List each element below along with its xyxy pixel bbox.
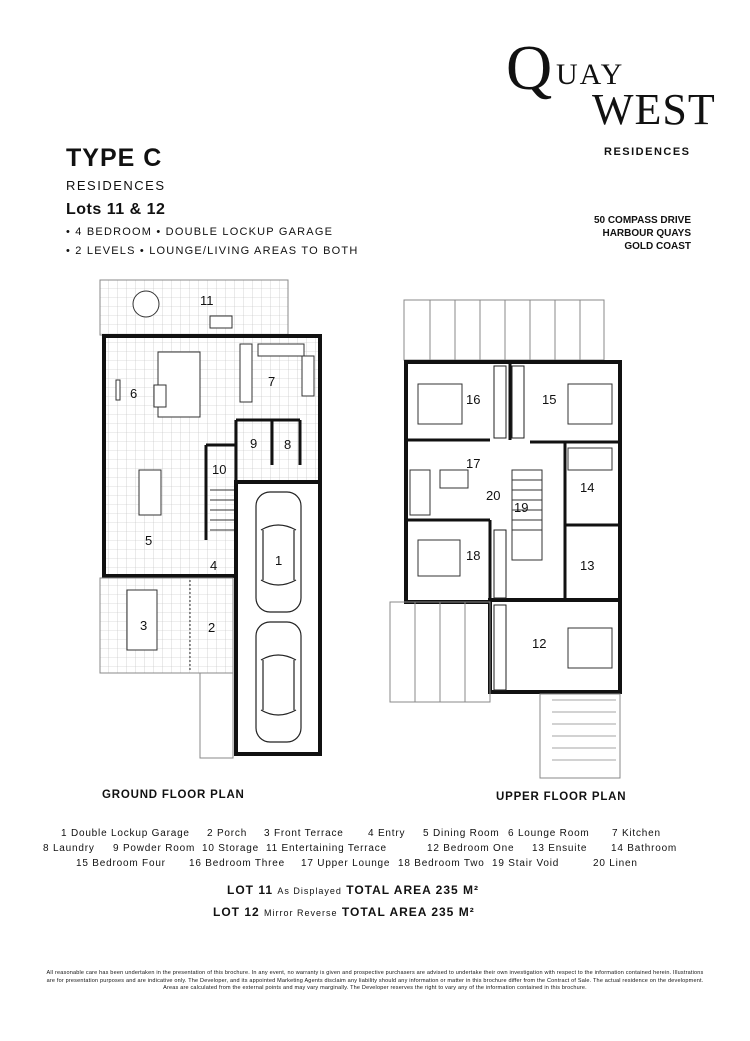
room-label-garage: 1 — [275, 553, 283, 568]
address-line-2: HARBOUR QUAYS — [602, 228, 691, 239]
room-label-stair-void: 19 — [514, 500, 529, 515]
room-label-powder: 9 — [250, 436, 258, 451]
legend-item: 20 Linen — [593, 858, 638, 869]
room-label-porch: 2 — [208, 620, 216, 635]
legend-item: 15 Bedroom Four — [76, 858, 166, 869]
room-label-terrace: 11 — [200, 293, 214, 308]
legend-item: 6 Lounge Room — [508, 828, 590, 839]
room-label-upper-lounge: 17 — [466, 456, 481, 471]
room-label-linen: 20 — [486, 488, 501, 503]
room-label-bedroom-one: 12 — [532, 636, 547, 651]
lot-12-total — [213, 905, 475, 919]
lot-11-total — [227, 883, 479, 897]
upper-floor-title: UPPER FLOOR PLAN — [496, 791, 627, 803]
room-label-laundry: 8 — [284, 437, 292, 452]
features-line-1: • 4 BEDROOM • DOUBLE LOCKUP GARAGE — [66, 226, 334, 238]
address-line-3: GOLD COAST — [624, 241, 691, 252]
address — [594, 214, 691, 253]
room-label-dining: 5 — [145, 533, 153, 548]
legend-item: 9 Powder Room — [113, 843, 196, 854]
logo-west: WEST — [592, 85, 716, 134]
lot-11-label: LOT 11 — [227, 883, 274, 897]
legend-item: 14 Bathroom — [611, 843, 678, 854]
upper-floor-plan — [385, 295, 630, 785]
lots-heading: Lots 11 & 12 — [66, 201, 166, 218]
lot-12-label: LOT 12 — [213, 905, 260, 919]
legend-item: 12 Bedroom One — [427, 843, 515, 854]
legend-item: 11 Entertaining Terrace — [266, 843, 387, 854]
room-label-ensuite: 13 — [580, 558, 595, 573]
legend-item: 10 Storage — [202, 843, 259, 854]
legend-item: 3 Front Terrace — [264, 828, 344, 839]
ground-floor-plan — [90, 275, 330, 760]
features-line-2: • 2 LEVELS • LOUNGE/LIVING AREAS TO BOTH — [66, 245, 359, 257]
room-label-kitchen: 7 — [268, 374, 276, 389]
legend-item: 19 Stair Void — [492, 858, 560, 869]
legend-item: 16 Bedroom Three — [189, 858, 285, 869]
room-label-lounge: 6 — [130, 386, 138, 401]
legend-item: 17 Upper Lounge — [301, 858, 391, 869]
room-label-bedroom-four: 15 — [542, 392, 557, 407]
logo-residences: RESIDENCES — [604, 146, 691, 158]
page-title: TYPE C — [66, 144, 163, 172]
logo-q: Q — [506, 32, 553, 103]
garage — [236, 482, 320, 754]
disclaimer: All reasonable care has been undertaken in the presentation of this brochure. In any event, no warranty is given and prospective purchasers are advised to undertake their own investigation with respect to the information contained herein. Illustrations are for presentation purposes and are indicative only. The Developer, and its appointed Marketing Agents disclaim any liability should any information or matter in this brochure differ from the Contract of Sale. The actual residence on the development. Areas are calculated from the external points and may vary marginally. The Developer reserves the right to vary any of the information contained in this brochure. — [46, 970, 704, 991]
room-label-bedroom-three: 16 — [466, 392, 481, 407]
legend-item: 4 Entry — [368, 828, 406, 839]
legend-item: 7 Kitchen — [612, 828, 661, 839]
room-label-front-terrace: 3 — [140, 618, 148, 633]
legend-item: 2 Porch — [207, 828, 248, 839]
ground-floor-title: GROUND FLOOR PLAN — [102, 789, 245, 801]
lot-11-note: As Displayed — [277, 886, 342, 896]
address-line-1: 50 COMPASS DRIVE — [593, 215, 691, 226]
legend-item: 13 Ensuite — [532, 843, 588, 854]
legend-item: 8 Laundry — [43, 843, 95, 854]
lot-12-area: TOTAL AREA 235 M² — [341, 905, 475, 919]
room-label-bedroom-two: 18 — [466, 548, 481, 563]
logo-uay: UAY — [556, 58, 625, 91]
room-label-bathroom: 14 — [580, 480, 595, 495]
legend-item: 5 Dining Room — [423, 828, 500, 839]
legend-item: 18 Bedroom Two — [398, 858, 485, 869]
subtitle: RESIDENCES — [66, 178, 166, 193]
lot-12-note: Mirror Reverse — [264, 908, 338, 918]
room-label-entry: 4 — [210, 558, 218, 573]
entertaining-terrace — [100, 280, 288, 335]
legend-item: 1 Double Lockup Garage — [61, 828, 190, 839]
lot-11-area: TOTAL AREA 235 M² — [346, 883, 480, 897]
room-label-storage: 10 — [212, 462, 227, 477]
